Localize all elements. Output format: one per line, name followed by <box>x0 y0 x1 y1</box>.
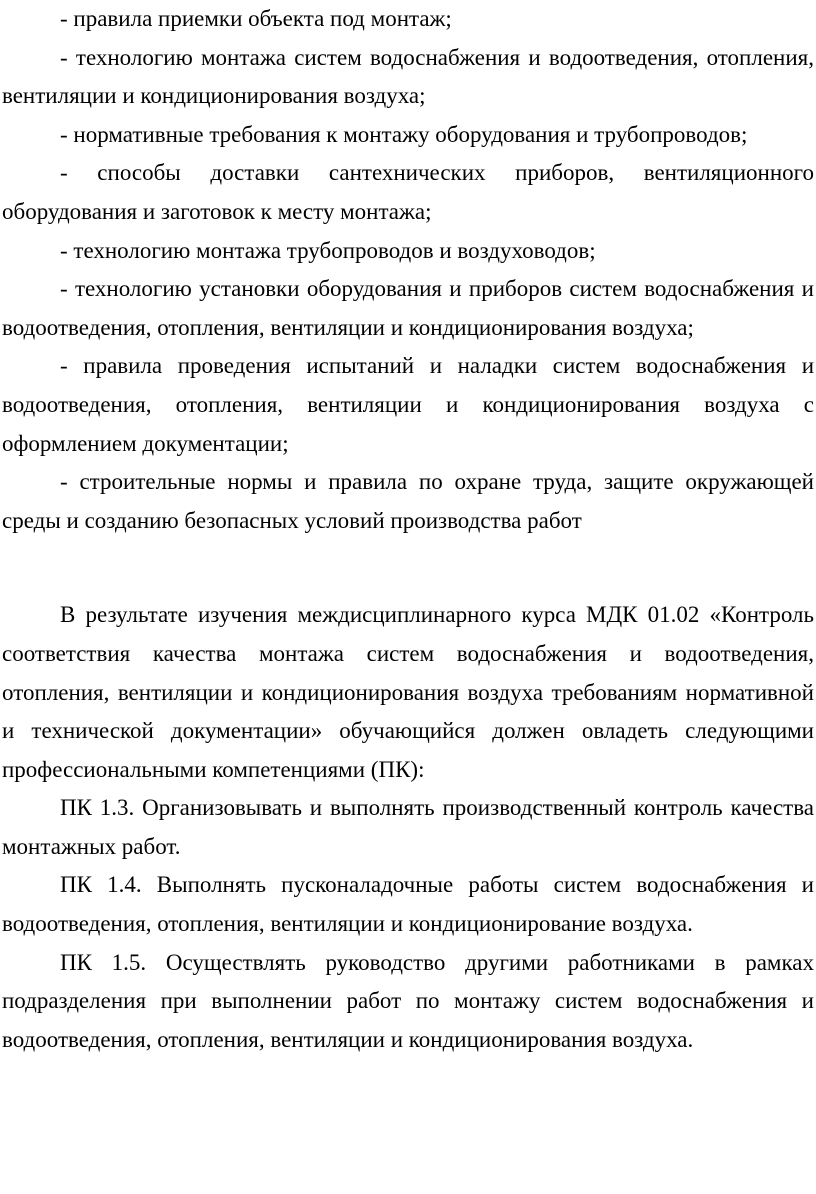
list-item: - способы доставки сантехнических приборов, вентиляционного оборудования и заготовок к месту монтажа; <box>2 160 814 224</box>
list-item: - нормативные требования к монтажу оборудования и трубопроводов; <box>60 121 748 147</box>
list-item: - технологию установки оборудования и приборов систем водоснабжения и водоотведения, отопления, вентиляции и кондиционирования воздуха; <box>2 276 814 340</box>
competency-item: ПК 1.5. Осуществлять руководство другими работниками в рамках подразделения при выполнении работ по монтажу систем водоснабжения и водоотведения, отопления, вентиляции и кондиционирования воздуха. <box>2 949 814 1052</box>
list-item: - строительные нормы и правила по охране труда, защите окружающей среды и созданию безопасных условий производства работ <box>2 469 814 533</box>
list-item: - технологию монтажа трубопроводов и воздуховодов; <box>60 237 596 263</box>
list-item: - технологию монтажа систем водоснабжения и водоотведения, отопления, вентиляции и кондиционирования воздуха; <box>2 44 814 109</box>
list-item: - правила приемки объекта под монтаж; <box>60 6 452 31</box>
document-page <box>2 0 814 1059</box>
intro-paragraph: В результате изучения междисциплинарного курса МДК 01.02 «Контроль соответствия качества монтажа систем водоснабжения и водоотведения, отопления, вентиляции и кондиционирования воздуха требованиям нормативной и технической документации» обучающийся должен овладеть следующими профессиональными компетенциями (ПК): <box>2 602 814 782</box>
list-item: - правила проведения испытаний и наладки систем водоснабжения и водоотведения, отопления, вентиляции и кондиционирования воздуха с оформлением документации; <box>2 353 814 456</box>
paragraph-gap <box>2 540 814 596</box>
competency-item: ПК 1.3. Организовывать и выполнять производственный контроль качества монтажных работ. <box>2 795 814 859</box>
competency-item: ПК 1.4. Выполнять пусконаладочные работы систем водоснабжения и водоотведения, отопления, вентиляции и кондиционирование воздуха. <box>2 872 814 937</box>
